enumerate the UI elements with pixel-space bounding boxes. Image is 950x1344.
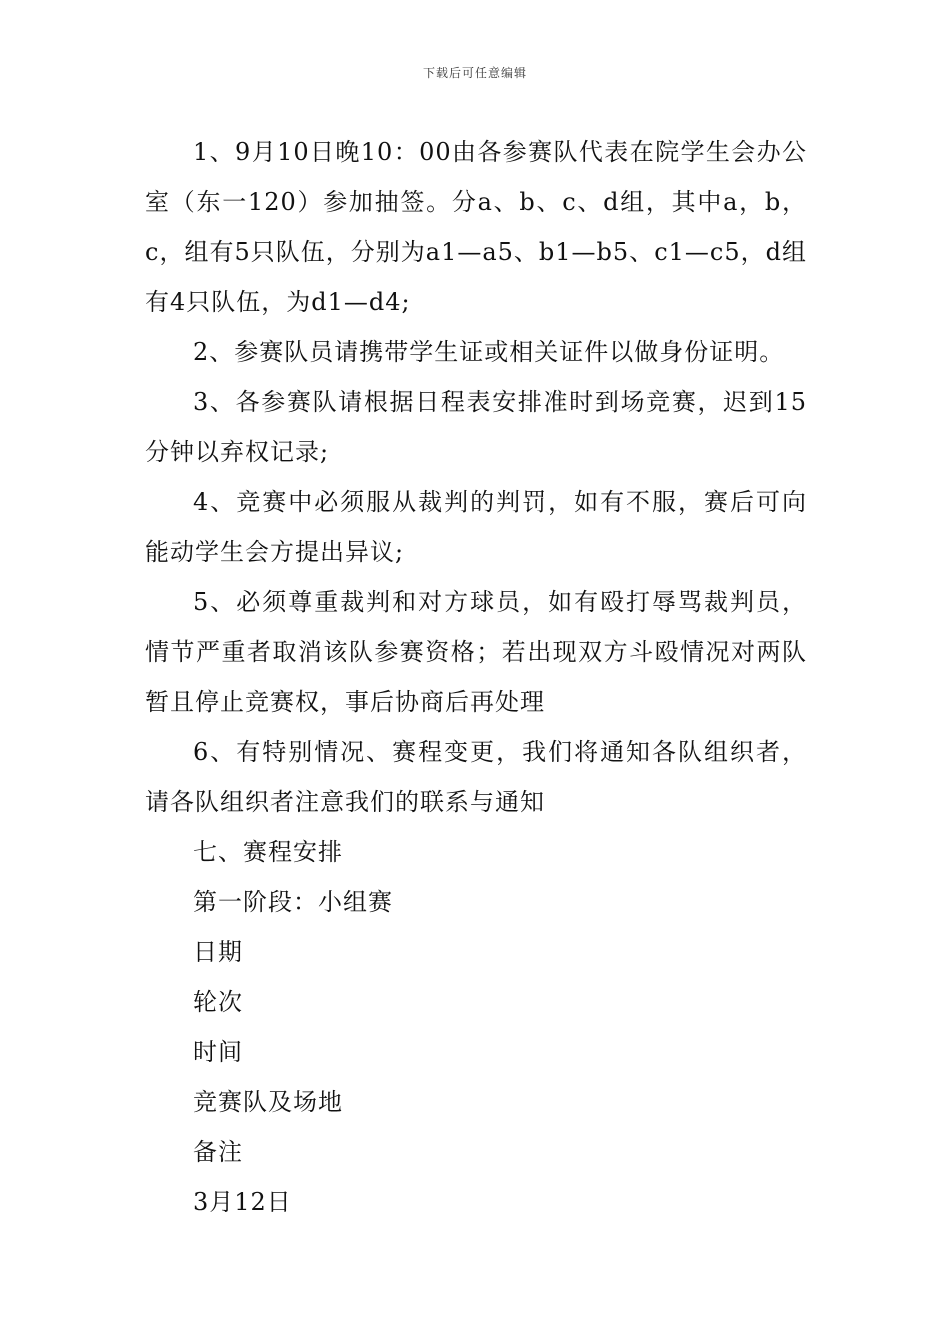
rule-paragraph-2: 2、参赛队员请携带学生证或相关证件以做身份证明。: [193, 338, 785, 366]
stage-heading: 第一阶段：小组赛: [193, 888, 393, 916]
rule-paragraph-5: 5、必须尊重裁判和对方球员，如有殴打辱骂裁判员，情节严重者取消该队参赛资格；若出现双方斗殴情况对两队暂且停止竞赛权，事后协商后再处理: [145, 588, 807, 716]
table-header-round: 轮次: [193, 988, 243, 1016]
rule-paragraph-3: 3、各参赛队请根据日程表安排准时到场竞赛，迟到15分钟以弃权记录;: [145, 388, 807, 466]
table-header-notes: 备注: [193, 1138, 243, 1166]
table-cell-date: 3月12日: [193, 1188, 292, 1216]
section-heading-schedule: 七、赛程安排: [193, 838, 343, 866]
table-header-date: 日期: [193, 938, 243, 966]
document-body: [145, 127, 807, 1227]
rule-paragraph-4: 4、竞赛中必须服从裁判的判罚，如有不服，赛后可向能动学生会方提出异议;: [145, 488, 807, 566]
rule-paragraph-6: 6、有特别情况、赛程变更，我们将通知各队组织者，请各队组织者注意我们的联系与通知: [145, 738, 807, 816]
table-header-time: 时间: [193, 1038, 243, 1066]
rule-paragraph-1: 1、9月10日晚10：00由各参赛队代表在院学生会办公室（东一120）参加抽签。分a、b、c、d组，其中a，b，c，组有5只队伍，分别为a1—a5、b1—b5、c1—c5，d组有4只队伍，为d1—d4;: [145, 138, 807, 316]
table-header-teams-venue: 竞赛队及场地: [193, 1088, 343, 1116]
page-header: 下载后可任意编辑: [422, 66, 527, 80]
